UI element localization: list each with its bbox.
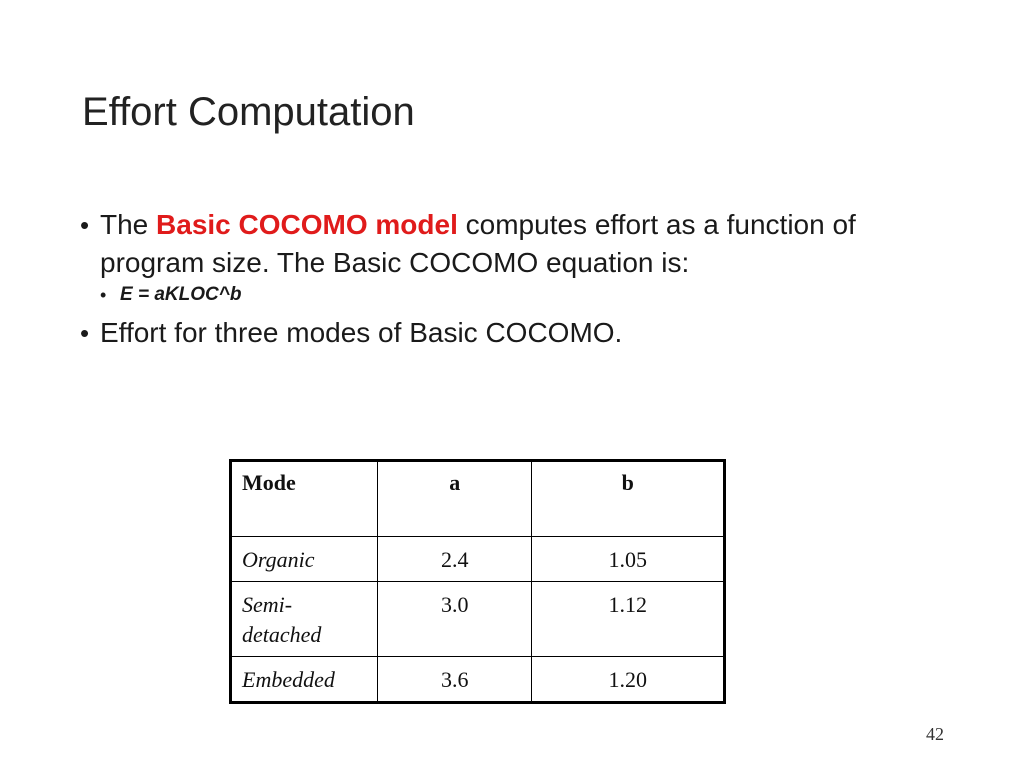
bullet-dot-icon: • (80, 210, 90, 240)
sub-bullet-equation (100, 282, 960, 308)
a-cell: 3.0 (378, 582, 532, 657)
table-row (231, 582, 725, 657)
equation-text: E = aKLOC^b (120, 284, 242, 305)
bullet-dot-icon: • (80, 318, 90, 348)
b-cell: 1.20 (532, 657, 725, 703)
header-mode: Mode (231, 461, 378, 537)
header-b: b (532, 461, 725, 537)
b-cell: 1.12 (532, 582, 725, 657)
table-row (231, 537, 725, 582)
a-cell: 3.6 (378, 657, 532, 703)
bullet-item-modes (80, 314, 960, 352)
slide-title: Effort Computation (82, 90, 415, 134)
page-number: 42 (926, 724, 944, 744)
sub-bullet-dot-icon: • (100, 285, 107, 305)
highlight-term: Basic COCOMO model (156, 209, 458, 240)
b-cell: 1.05 (532, 537, 725, 582)
bullet-modes-text: Effort for three modes of Basic COCOMO. (100, 317, 623, 348)
bullet-suffix: computes effort as a function of program size. The Basic COCOMO equation is: (100, 209, 856, 278)
mode-cell: Semi-detached (231, 582, 378, 657)
table-header-row (231, 461, 725, 537)
bullet-prefix: The (100, 209, 157, 240)
header-a: a (378, 461, 532, 537)
table-row (231, 657, 725, 703)
mode-cell: Organic (231, 537, 378, 582)
bullet-item-definition (80, 206, 960, 282)
bullet-list (80, 206, 960, 352)
cocomo-table (229, 459, 726, 704)
a-cell: 2.4 (378, 537, 532, 582)
mode-cell: Embedded (231, 657, 378, 703)
